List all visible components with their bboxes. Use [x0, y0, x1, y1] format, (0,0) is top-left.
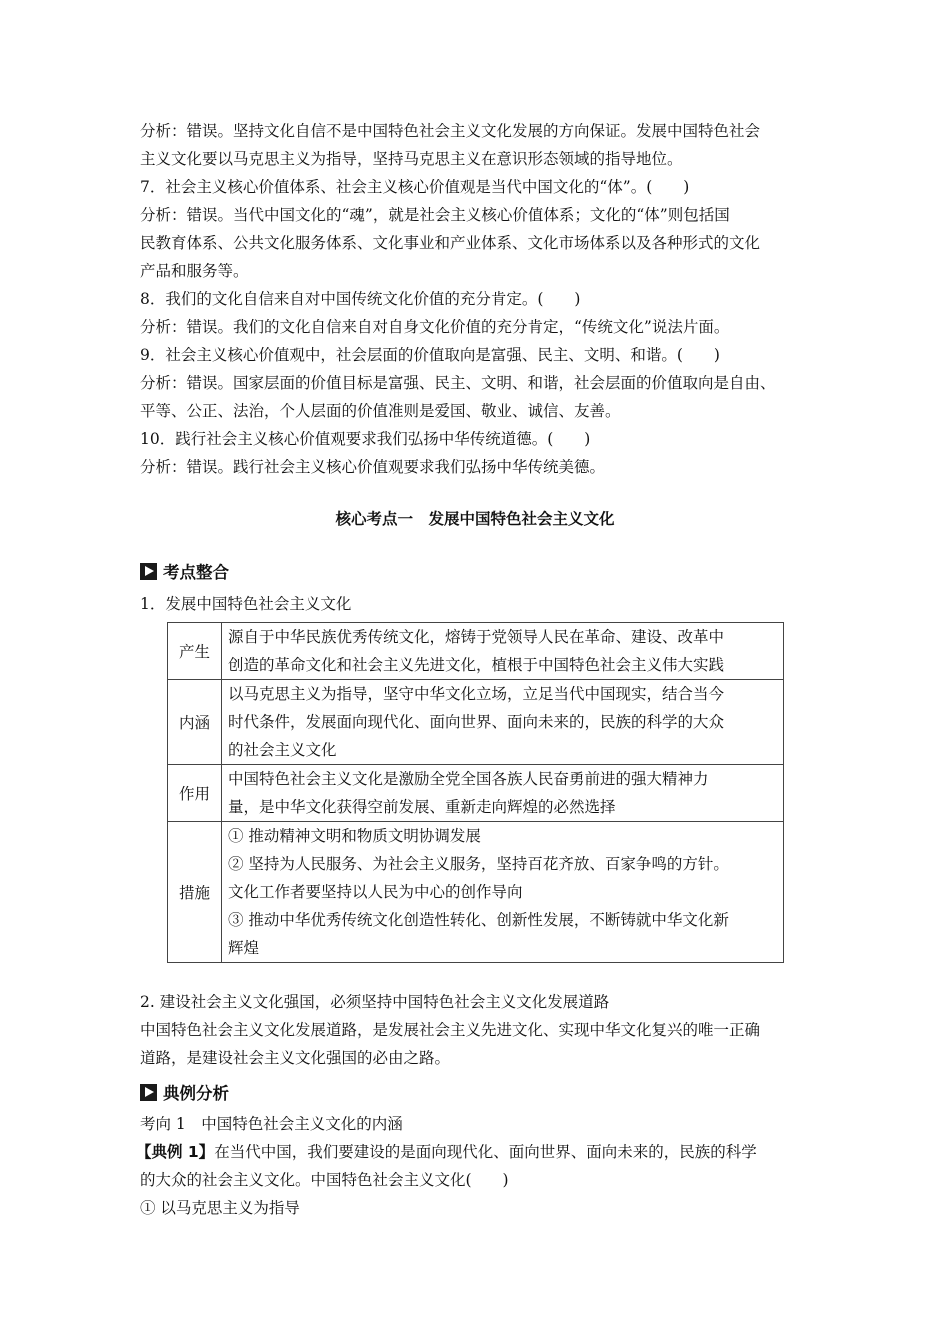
- question-7: 7．社会主义核心价值体系、社会主义核心价值观是当代中国文化的“体”。( ): [140, 178, 690, 196]
- analysis-line: 分析：错误。我们的文化自信来自对自身文化价值的充分肯定，“传统文化”说法片面。: [140, 318, 730, 336]
- core-point-title: 核心考点一 发展中国特色社会主义文化: [335, 510, 615, 528]
- play-square-icon: [140, 1084, 157, 1101]
- row-content: [222, 822, 784, 963]
- row-line: 文化工作者要坚持以人民为中心的创作导向: [228, 883, 523, 901]
- section-title: 典例分析: [163, 1084, 229, 1103]
- row-label: 措施: [168, 822, 222, 963]
- row-line: 以马克思主义为指导，坚守中华文化立场，立足当代中国现实，结合当今: [228, 685, 725, 703]
- table-row: [168, 680, 784, 765]
- play-square-icon: [140, 563, 157, 580]
- row-line: 时代条件，发展面向现代化、面向世界、面向未来的，民族的科学的大众: [228, 713, 725, 731]
- item-1-title: 1．发展中国特色社会主义文化: [140, 595, 352, 613]
- item-2-title: 2. 建设社会主义文化强国，必须坚持中国特色社会主义文化发展道路: [140, 993, 610, 1011]
- row-label: 作用: [168, 765, 222, 822]
- example-line: [136, 1138, 816, 1166]
- row-line: 量，是中华文化获得空前发展、重新走向辉煌的必然选择: [228, 798, 616, 816]
- row-line: 创造的革命文化和社会主义先进文化，植根于中国特色社会主义伟大实践: [228, 656, 725, 674]
- row-line: ③ 推动中华优秀传统文化创造性转化、创新性发展，不断铸就中华文化新: [228, 911, 729, 929]
- question-9: 9．社会主义核心价值观中，社会层面的价值取向是富强、民主、文明、和谐。( ): [140, 346, 720, 364]
- analysis-line: 分析：错误。当代中国文化的“魂”，就是社会主义核心价值体系；文化的“体”则包括国: [140, 206, 730, 224]
- analysis-line: 分析：错误。坚持文化自信不是中国特色社会主义文化发展的方向保证。发展中国特色社会: [140, 122, 761, 140]
- item-2-text: 道路，是建设社会主义文化强国的必由之路。: [140, 1049, 451, 1067]
- question-10: 10．践行社会主义核心价值观要求我们弘扬中华传统道德。( ): [140, 430, 591, 448]
- example-label: 【典例 1】: [136, 1143, 215, 1161]
- row-line: 源自于中华民族优秀传统文化，熔铸于党领导人民在革命、建设、改革中: [228, 628, 725, 646]
- row-line: ① 推动精神文明和物质文明协调发展: [228, 827, 481, 845]
- example-text: 在当代中国，我们要建设的是面向现代化、面向世界、面向未来的，民族的科学: [214, 1143, 757, 1161]
- direction-title: 考向 1 中国特色社会主义文化的内涵: [140, 1115, 403, 1133]
- row-line: 的社会主义文化: [228, 741, 337, 759]
- analysis-line: 分析：错误。践行社会主义核心价值观要求我们弘扬中华传统美德。: [140, 458, 606, 476]
- row-line: ② 坚持为人民服务、为社会主义服务，坚持百花齐放、百家争鸣的方针。: [228, 855, 729, 873]
- analysis-line: 主义文化要以马克思主义为指导，坚持马克思主义在意识形态领域的指导地位。: [140, 150, 683, 168]
- row-line: 辉煌: [228, 939, 260, 957]
- row-content: [222, 680, 784, 765]
- row-content: [222, 623, 784, 680]
- question-8: 8．我们的文化自信来自对中国传统文化价值的充分肯定。( ): [140, 290, 581, 308]
- analysis-line: 产品和服务等。: [140, 262, 249, 280]
- section-title: 考点整合: [163, 563, 229, 582]
- analysis-line: 民教育体系、公共文化服务体系、文化事业和产业体系、文化市场体系以及各种形式的文化: [140, 234, 761, 252]
- analysis-line: 分析：错误。国家层面的价值目标是富强、民主、文明、和谐，社会层面的价值取向是自由、: [140, 374, 776, 392]
- row-content: [222, 765, 784, 822]
- example-option: ① 以马克思主义为指导: [140, 1199, 300, 1217]
- culture-table: [167, 622, 784, 963]
- table-row: [168, 765, 784, 822]
- row-label: 内涵: [168, 680, 222, 765]
- section-header-integration: [140, 559, 229, 583]
- table-row: [168, 822, 784, 963]
- item-2-text: 中国特色社会主义文化发展道路，是发展社会主义先进文化、实现中华文化复兴的唯一正确: [140, 1021, 761, 1039]
- row-label: 产生: [168, 623, 222, 680]
- section-header-examples: [140, 1080, 229, 1104]
- example-line: 的大众的社会主义文化。中国特色社会主义文化( ): [140, 1171, 509, 1189]
- table-row: [168, 623, 784, 680]
- row-line: 中国特色社会主义文化是激励全党全国各族人民奋勇前进的强大精神力: [228, 770, 709, 788]
- analysis-line: 平等、公正、法治，个人层面的价值准则是爱国、敬业、诚信、友善。: [140, 402, 621, 420]
